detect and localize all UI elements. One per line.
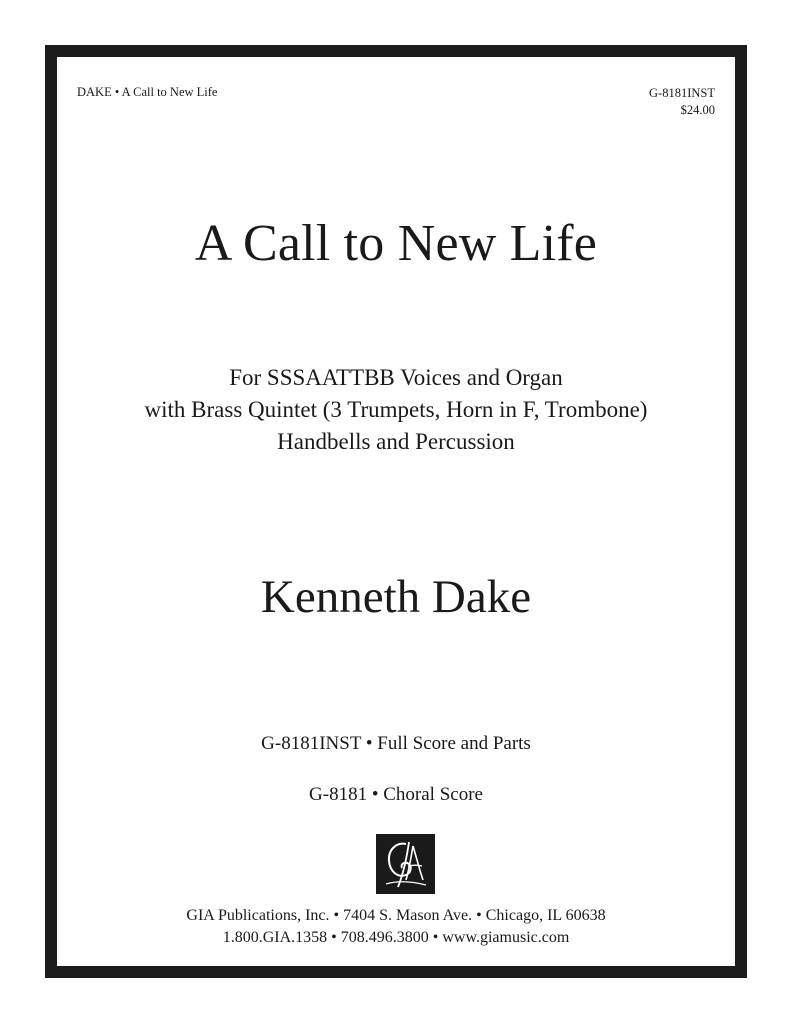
publisher-contact: 1.800.GIA.1358 • 708.496.3800 • www.giamusic.com (222, 929, 570, 946)
publisher-info (57, 905, 735, 949)
page-title: A Call to New Life (194, 215, 598, 272)
scoring-line: For SSSAATTBB Voices and Organ (229, 365, 563, 390)
cover-frame (45, 45, 747, 978)
running-header: DAKE • A Call to New Life (77, 85, 218, 99)
edition-full-score: G-8181INST • Full Score and Parts (261, 733, 531, 754)
scoring-line: Handbells and Percussion (277, 429, 515, 454)
scoring-description (57, 362, 735, 458)
catalog-number: G-8181INST (649, 86, 715, 100)
gia-logo-icon (376, 834, 435, 894)
scoring-line: with Brass Quintet (3 Trumpets, Horn in F, Trombone) (144, 397, 648, 422)
publisher-address: GIA Publications, Inc. • 7404 S. Mason Ave. • Chicago, IL 60638 (186, 907, 606, 924)
edition-choral-score: G-8181 • Choral Score (309, 784, 483, 805)
composer-name: Kenneth Dake (260, 571, 532, 623)
price: $24.00 (680, 103, 715, 117)
catalog-price-block (649, 85, 715, 119)
